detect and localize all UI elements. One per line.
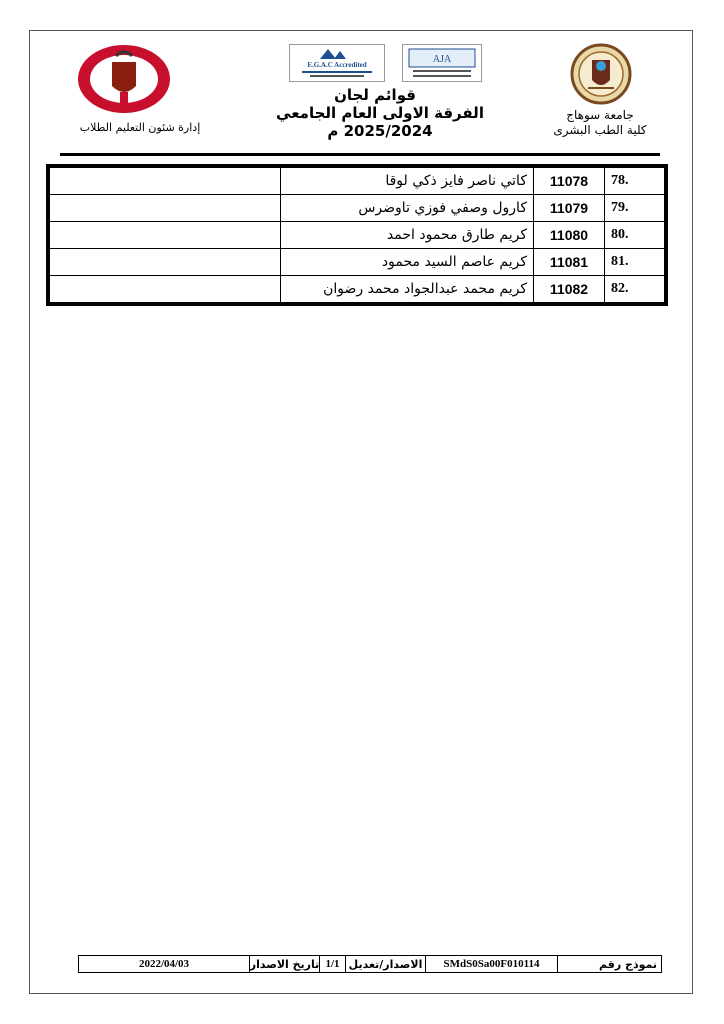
row-number: .81 [605, 249, 665, 276]
egac-accreditation-badge [289, 44, 385, 82]
student-name: كاتي ناصر فايز ذكي لوقا [281, 168, 534, 195]
form-number-value: SMdS0Sa00F010114 [425, 956, 557, 972]
blank-cell [50, 276, 281, 303]
revision-label: الاصدار/تعديل [345, 956, 425, 972]
department-name: إدارة شئون التعليم الطلاب [79, 121, 201, 134]
student-name: كارول وصفي فوزي تاوضرس [281, 195, 534, 222]
table-row [50, 168, 665, 195]
cert2-text: AJA [432, 54, 452, 65]
issue-date-value: 2022/04/03 [138, 958, 190, 970]
form-number-label: نموذج رقم [557, 956, 661, 972]
page-subtitle: الفرقة الاولى العام الجامعي 2025/2024 م [276, 104, 484, 140]
faculty-logo [68, 42, 180, 116]
issue-date-label: تاريخ الاصدار [249, 957, 320, 971]
student-name: كريم طارق محمود احمد [281, 222, 534, 249]
university-name-block [540, 108, 660, 138]
student-id: 11080 [534, 222, 605, 249]
table-row [50, 249, 665, 276]
student-id: 11079 [534, 195, 605, 222]
page-title: قوائم لجان [334, 86, 416, 104]
students-table [46, 164, 668, 306]
blank-cell [50, 222, 281, 249]
table-row [50, 276, 665, 303]
row-number: .78 [605, 168, 665, 195]
university-name: جامعة سوهاج [566, 108, 634, 122]
student-id: 11081 [534, 249, 605, 276]
table-row [50, 222, 665, 249]
header-divider [60, 153, 660, 156]
university-logo [570, 42, 632, 106]
student-id: 11082 [534, 276, 605, 303]
blank-cell [50, 249, 281, 276]
cert1-text: E.G.A.C Accredited [307, 61, 367, 69]
row-number: .82 [605, 276, 665, 303]
row-number: .80 [605, 222, 665, 249]
revision-value: 1/1 [319, 956, 345, 972]
row-number: .79 [605, 195, 665, 222]
blank-cell [50, 195, 281, 222]
faculty-name: كلية الطب البشرى [553, 123, 647, 137]
table-row [50, 195, 665, 222]
blank-cell [50, 168, 281, 195]
student-id: 11078 [534, 168, 605, 195]
document-footer [78, 955, 662, 973]
student-name: كريم محمد عبدالجواد محمد رضوان [281, 276, 534, 303]
student-name: كريم عاصم السيد محمود [281, 249, 534, 276]
aja-certification-badge [402, 44, 482, 82]
